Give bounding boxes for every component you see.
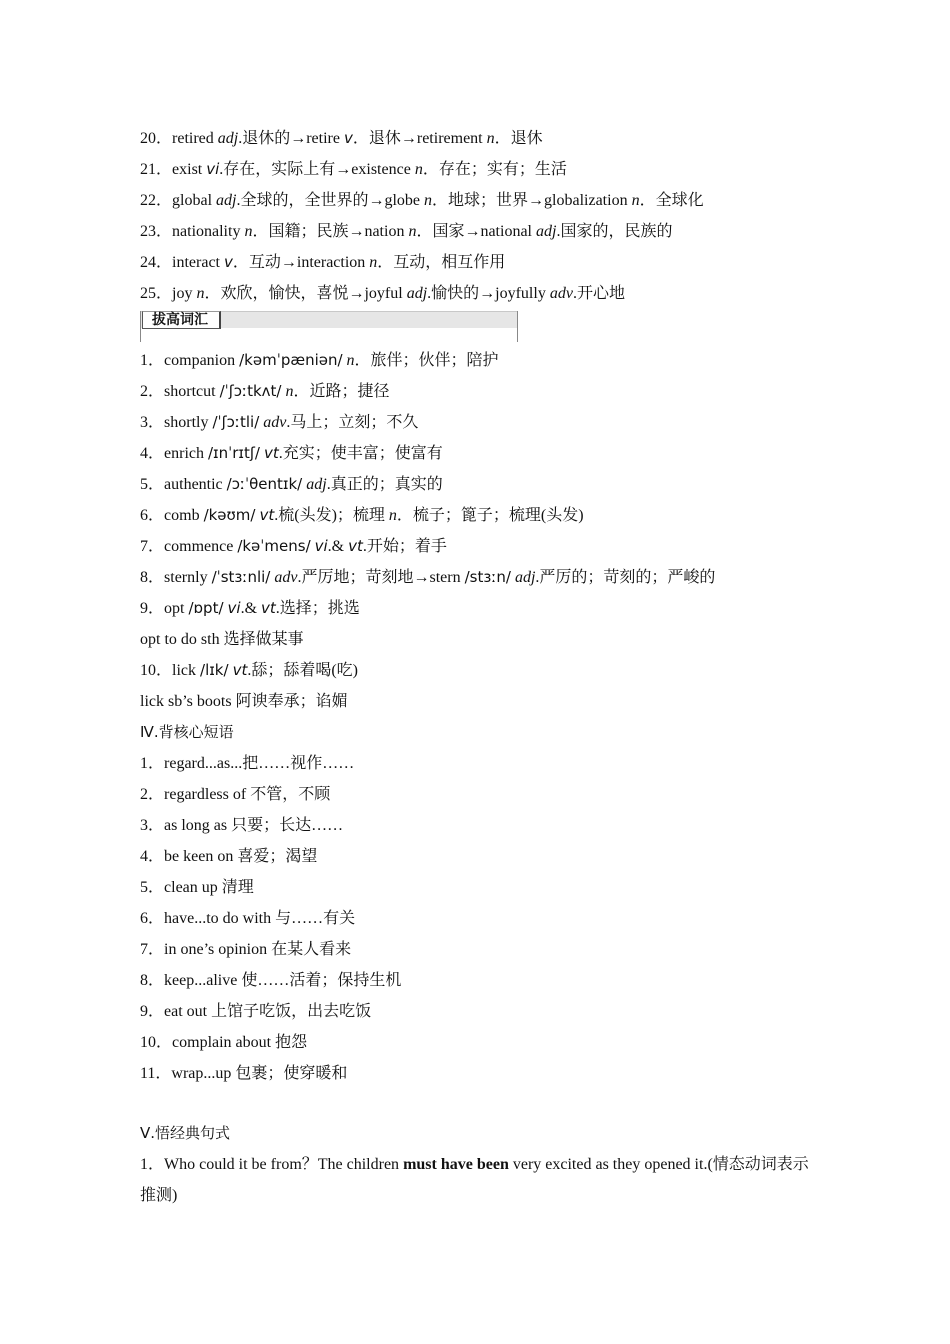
spacer xyxy=(140,1089,820,1118)
list-item: 4．enrich /ɪnˈrɪtʃ/ vt.充实；使丰富；使富有 xyxy=(140,444,443,462)
list-item: 9．eat out 上馆子吃饭，出去吃饭 xyxy=(140,1003,372,1020)
vocab-advanced-list xyxy=(140,345,820,717)
list-item: 7．commence /kəˈmens/ vi.& vt.开始；着手 xyxy=(140,537,447,555)
list-item: 25．joy n．欢欣，愉快，喜悦→joyful adj.愉快的→joyfully adv.开心地 xyxy=(140,285,625,302)
list-item: 1．companion /kəmˈpæniən/ n．旅伴；伙伴；陪护 xyxy=(140,351,499,369)
list-item: 3．as long as 只要；长达…… xyxy=(140,817,344,834)
banner-left-rule xyxy=(140,311,141,342)
section-heading: Ⅴ.悟经典句式 xyxy=(140,1124,231,1142)
example-sentence: 1．Who could it be from？The children must have been very excited as they opened it.(情态动词表示推测) xyxy=(140,1156,809,1204)
list-item: 5．clean up 清理 xyxy=(140,879,254,896)
section-banner xyxy=(140,311,518,343)
section-heading: Ⅳ.背核心短语 xyxy=(140,723,234,741)
list-item: 2．regardless of 不管，不顾 xyxy=(140,786,331,803)
list-item: 5．authentic /ɔːˈθentɪk/ adj.真正的；真实的 xyxy=(140,475,443,493)
list-item: 3．shortly /ˈʃɔːtli/ adv.马上；立刻；不久 xyxy=(140,413,419,431)
list-item: 4．be keen on 喜爱；渴望 xyxy=(140,848,318,865)
document-page xyxy=(140,123,820,1211)
list-item: 10．lick /lɪk/ vt.舔；舔着喝(吃) xyxy=(140,661,358,679)
list-item: 10．complain about 抱怨 xyxy=(140,1034,308,1051)
list-item: 22．global adj.全球的，全世界的→globe n．地球；世界→globalization n．全球化 xyxy=(140,192,704,209)
list-item: 2．shortcut /ˈʃɔːtkʌt/ n．近路；捷径 xyxy=(140,382,390,400)
list-item: 1．regard...as...把……视作…… xyxy=(140,755,355,772)
phrase-list xyxy=(140,748,820,1089)
banner-label: 拔高词汇 xyxy=(142,311,221,329)
list-item: lick sb’s boots 阿谀奉承；谄媚 xyxy=(140,693,348,710)
list-item: opt to do sth 选择做某事 xyxy=(140,631,304,648)
list-item: 24．interact v．互动→interaction n．互动，相互作用 xyxy=(140,253,506,271)
list-item: 8．sternly /ˈstɜːnli/ adv.严厉地；苛刻地→stern /stɜːn/ adj.严厉的；苛刻的；严峻的 xyxy=(140,568,716,586)
list-item: 23．nationality n．国籍；民族→nation n．国家→national adj.国家的，民族的 xyxy=(140,223,673,240)
list-item: 21．exist vi.存在，实际上有→existence n．存在；实有；生活 xyxy=(140,160,567,178)
list-item: 9．opt /ɒpt/ vi.& vt.选择；挑选 xyxy=(140,599,360,617)
list-item: 6．comb /kəʊm/ vt.梳(头发)；梳理 n．梳子；篦子；梳理(头发) xyxy=(140,506,584,524)
vocab-top-list xyxy=(140,123,820,309)
list-item: 6．have...to do with 与……有关 xyxy=(140,910,356,927)
list-item: 7．in one’s opinion 在某人看来 xyxy=(140,941,352,958)
list-item: 8．keep...alive 使……活着；保持生机 xyxy=(140,972,402,989)
banner-right-rule xyxy=(517,311,518,342)
list-item: 11．wrap...up 包裹；使穿暖和 xyxy=(140,1065,348,1082)
list-item: 20．retired adj.退休的→retire v．退休→retirement n．退休 xyxy=(140,129,543,147)
